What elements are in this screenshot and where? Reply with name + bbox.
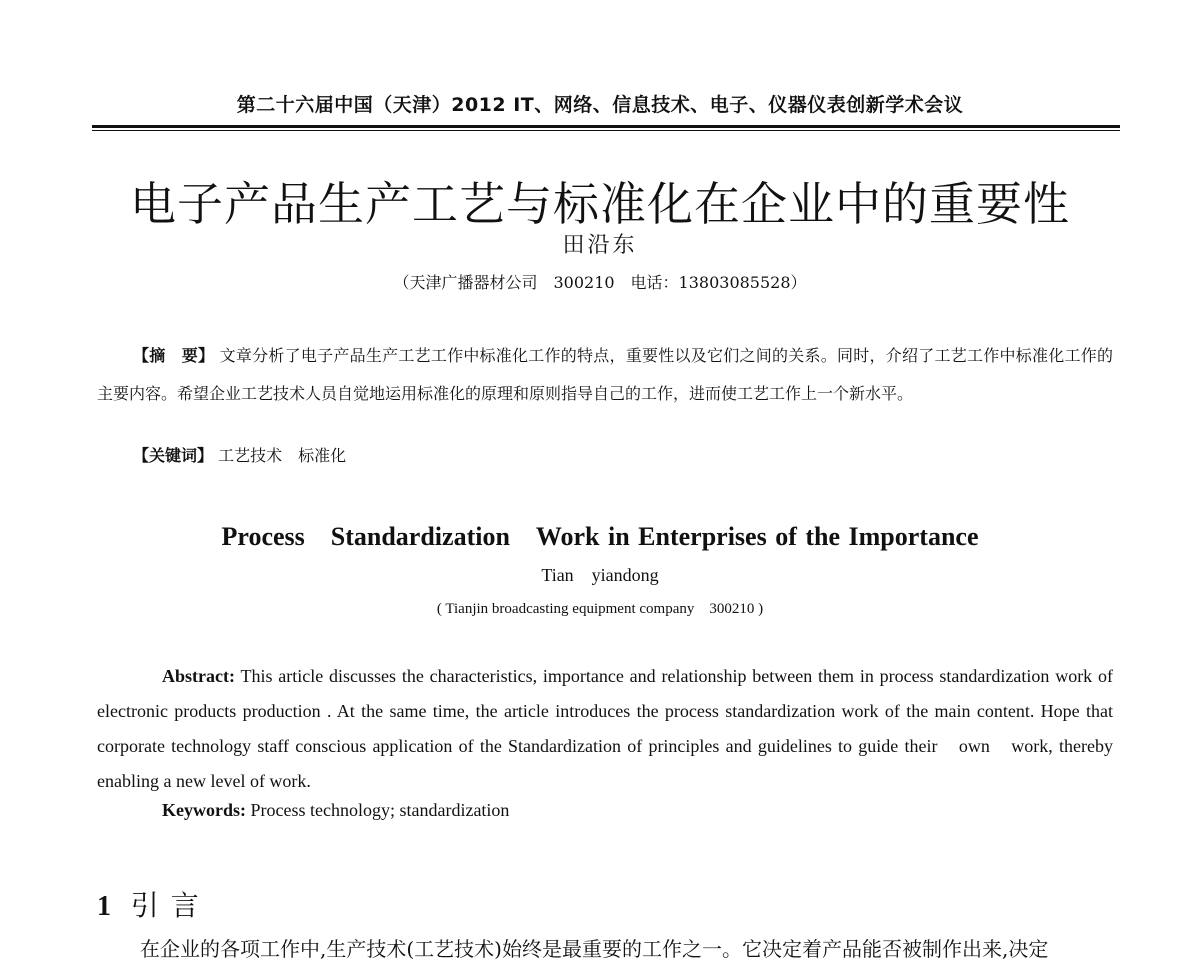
keywords-cn bbox=[133, 443, 346, 466]
keywords-cn-text: 工艺技术 标准化 bbox=[218, 446, 347, 465]
header-rule-thick bbox=[92, 125, 1120, 128]
body-paragraph-first-line: 在企业的各项工作中,生产技术(工艺技术)始终是最重要的工作之一。它决定着产品能否被制作出来,决定 bbox=[140, 937, 1049, 961]
paper-title-cn: 电子产品生产工艺与标准化在企业中的重要性 bbox=[130, 177, 1070, 231]
affiliation-en: ( Tianjin broadcasting equipment company 300210 ) bbox=[436, 601, 764, 617]
keywords-en-text: Process technology; standardization bbox=[250, 800, 510, 820]
abstract-en bbox=[97, 659, 1113, 799]
section-title: 引言 bbox=[130, 889, 211, 922]
section-number: 1 bbox=[97, 891, 111, 922]
abstract-cn-label: 【摘 要】 bbox=[133, 346, 215, 365]
paper-title-en: Process Standardization Work in Enterprises of the Importance bbox=[221, 522, 979, 551]
keywords-en bbox=[162, 800, 509, 821]
keywords-cn-label: 【关键词】 bbox=[133, 446, 214, 465]
abstract-cn bbox=[97, 337, 1113, 413]
keywords-en-label: Keywords: bbox=[162, 800, 246, 820]
section-heading bbox=[97, 884, 211, 924]
abstract-en-label: Abstract: bbox=[162, 666, 235, 686]
conference-header: 第二十六届中国（天津）2012 IT、网络、信息技术、电子、仪器仪表创新学术会议 bbox=[236, 94, 964, 116]
abstract-cn-text: 文章分析了电子产品生产工艺工作中标准化工作的特点，重要性以及它们之间的关系。同时，介绍了工艺工作中标准化工作的主要内容。希望企业工艺技术人员自觉地运用标准化的原理和原则指导自己的工作，进而使工艺工作上一个新水平。 bbox=[97, 346, 1113, 403]
author-en: Tian yiandong bbox=[541, 565, 659, 585]
affiliation-cn: （天津广播器材公司 300210 电话：13803085528） bbox=[393, 273, 807, 292]
author-cn: 田沿东 bbox=[562, 233, 638, 258]
header-rule-thin bbox=[92, 130, 1120, 131]
abstract-en-text: This article discusses the characteristics, importance and relationship between them in process standardization work of electronic products production . At the same time, the article introduces the process standardization work of the main content. Hope that corporate technology staff conscious application of the Standardization of principles and guidelines to guide their own work, thereby enabling a new level of work. bbox=[97, 666, 1113, 791]
